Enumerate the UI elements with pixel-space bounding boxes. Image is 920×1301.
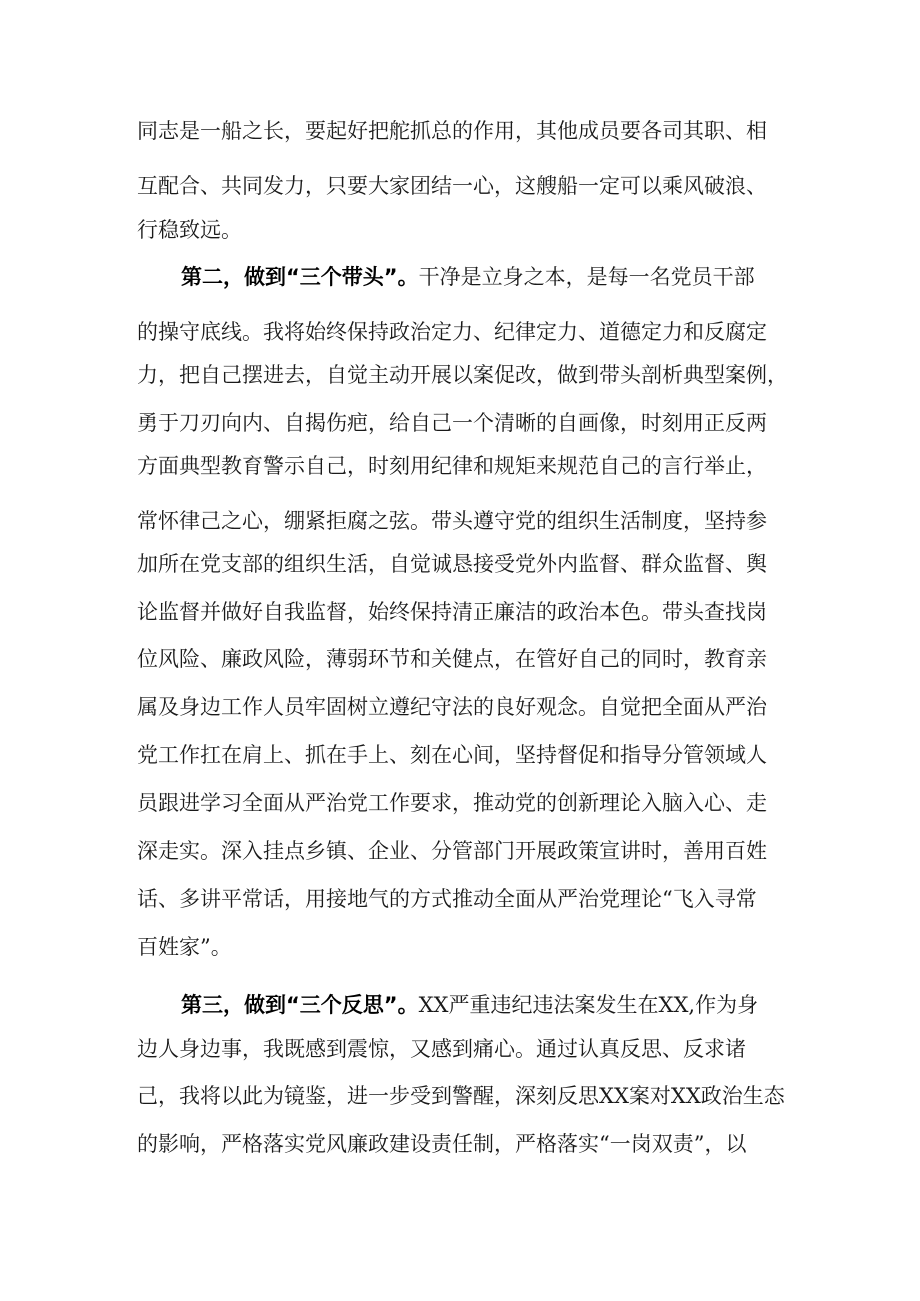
paragraph-1-line-1: 同志是一船之长，要起好把舵抓总的作用，其他成员要各司其职、相 — [137, 119, 767, 143]
paragraph-2-line-12: 员跟进学习全面从严治党工作要求，推动党的创新理论入脑入心、走 — [137, 791, 767, 815]
paragraph-2-heading: 第二，做到“三个带头”。 — [181, 265, 419, 289]
paragraph-1-line-3: 行稳致远。 — [137, 218, 242, 242]
paragraph-2-line-14: 话、多讲平常话，用接地气的方式推动全面从严治党理论“飞入寻常 — [137, 887, 757, 911]
paragraph-3-line-3: 己，我将以此为镜鉴，进一步受到警醒，深刻反思XX案对XX政治生态 — [137, 1084, 785, 1108]
paragraph-3-heading: 第三，做到“三个反思”。 — [181, 993, 419, 1017]
paragraph-2-line-2: 的操守底线。我将始终保持政治定力、纪律定力、道德定力和反腐定 — [137, 320, 767, 344]
paragraph-3-line-4: 的影响，严格落实党风廉政建设责任制，严格落实“一岗双责”，以 — [137, 1132, 747, 1156]
paragraph-2-line-13: 深走实。深入挂点乡镇、企业、分管部门开展政策宣讲时，善用百姓 — [137, 839, 767, 863]
paragraph-2-line-7: 加所在党支部的组织生活，自觉诚恳接受党外内监督、群众监督、舆 — [137, 552, 767, 576]
paragraph-3-line-1: XX严重违纪违法案发生在XX,作为身 — [418, 993, 759, 1017]
paragraph-2-line-3: 力，把自己摆进去，自觉主动开展以案促改，做到带头剖析典型案例， — [137, 363, 788, 387]
paragraph-1-line-2: 互配合、共同发力，只要大家团结一心，这艘船一定可以乘风破浪、 — [137, 174, 767, 198]
paragraph-2-first-line — [181, 262, 797, 292]
paragraph-3-first-line — [181, 990, 797, 1020]
paragraph-2-line-8: 论监督并做好自我监督，始终保持清正廉洁的政治本色。带头查找岗 — [137, 600, 767, 624]
paragraph-2-line-5: 方面典型教育警示自己，时刻用纪律和规矩来规范自己的言行举止， — [137, 454, 767, 478]
paragraph-3-line-2: 边人身边事，我既感到震惊，又感到痛心。通过认真反思、反求诸 — [137, 1037, 746, 1061]
paragraph-2-line-11: 党工作扛在肩上、抓在手上、刻在心间，坚持督促和指导分管领域人 — [137, 743, 767, 767]
paragraph-2-line-1: 干净是立身之本，是每一名党员干部 — [418, 265, 755, 289]
paragraph-2-line-6: 常怀律己之心，绷紧拒腐之弦。带头遵守党的组织生活制度，坚持参 — [137, 509, 767, 533]
paragraph-2-line-9: 位风险、廉政风险，薄弱环节和关健点，在管好自己的同时，教育亲 — [137, 647, 767, 671]
paragraph-2-line-15: 百姓家”。 — [137, 935, 232, 959]
paragraph-2-line-4: 勇于刀刃向内、自揭伤疤，给自己一个清晰的自画像，时刻用正反两 — [137, 411, 767, 435]
paragraph-2-line-10: 属及身边工作人员牢固树立遵纪守法的良好观念。自觉把全面从严治 — [137, 695, 767, 719]
